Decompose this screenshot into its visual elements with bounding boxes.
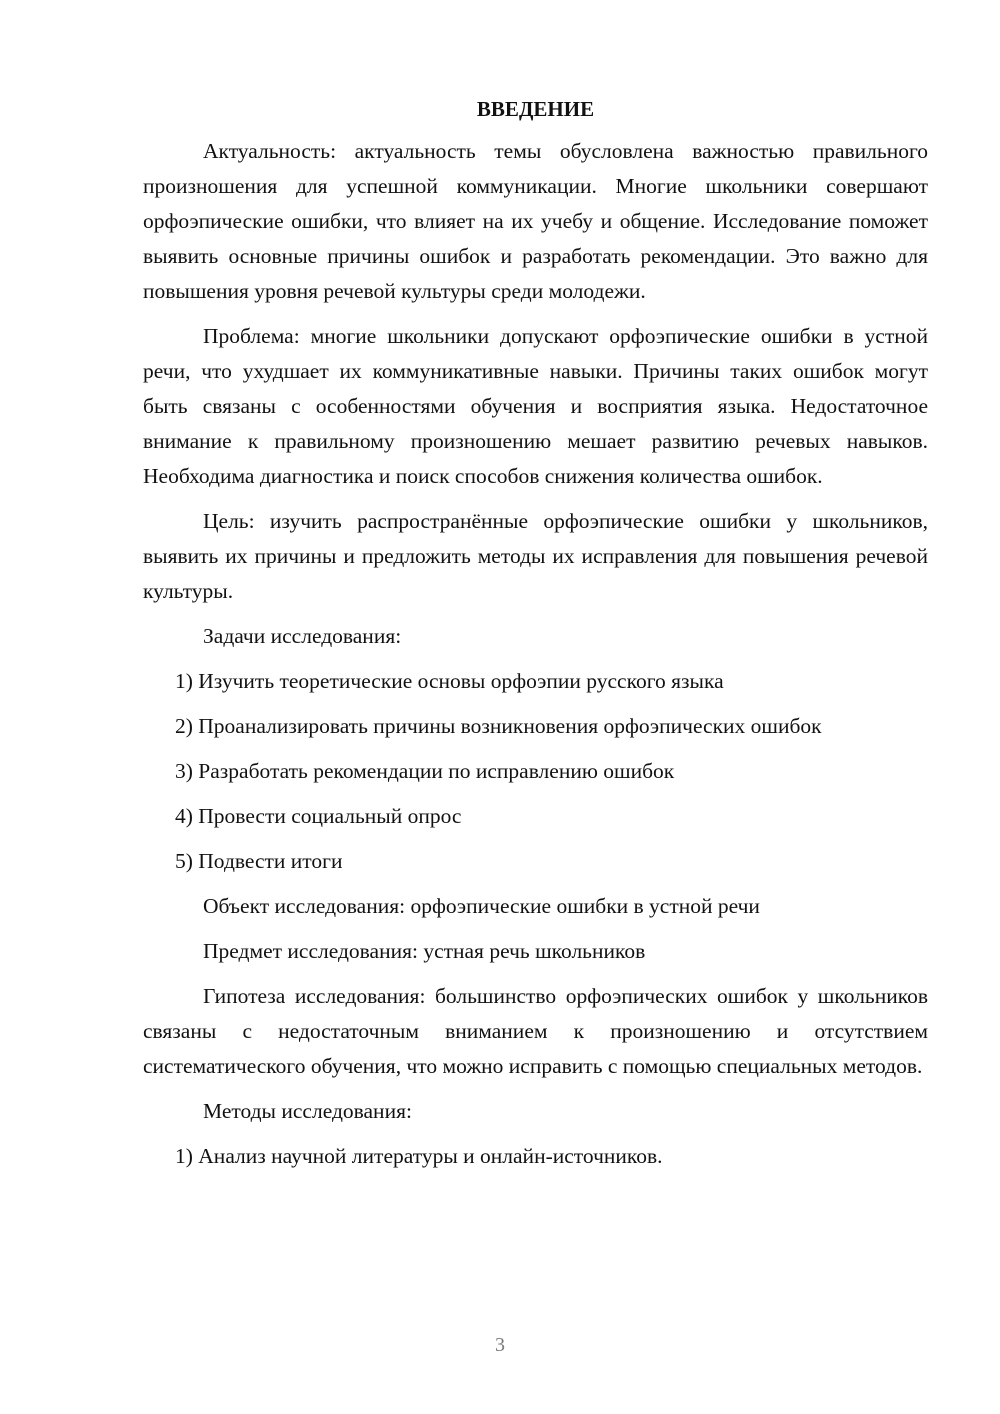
research-subject: Предмет исследования: устная речь школьников bbox=[203, 939, 646, 963]
research-object: Объект исследования: орфоэпические ошибки в устной речи bbox=[203, 894, 760, 918]
method-item-1: 1) Анализ научной литературы и онлайн-источников. bbox=[175, 1144, 663, 1168]
task-item-1: 1) Изучить теоретические основы орфоэпии русского языка bbox=[175, 669, 724, 693]
task-item-5: 5) Подвести итоги bbox=[175, 849, 343, 873]
hypothesis-paragraph: Гипотеза исследования: большинство орфоэпических ошибок у школьников связаны с недостаточным вниманием к произношению и отсутствием систематического обучения, что можно исправить с помощью специальных методов. bbox=[143, 984, 928, 1078]
task-item-2: 2) Проанализировать причины возникновения орфоэпических ошибок bbox=[175, 714, 822, 738]
tasks-heading: Задачи исследования: bbox=[203, 624, 402, 648]
page-number: 3 bbox=[495, 1334, 505, 1356]
methods-heading: Методы исследования: bbox=[203, 1099, 412, 1123]
page-title: ВВЕДЕНИЕ bbox=[476, 97, 595, 121]
goal-paragraph: Цель: изучить распространённые орфоэпические ошибки у школьников, выявить их причины и предложить методы их исправления для повышения речевой культуры. bbox=[143, 509, 928, 603]
relevance-paragraph: Актуальность: актуальность темы обусловлена важностью правильного произношения для успешной коммуникации. Многие школьники совершают орфоэпические ошибки, что влияет на их учебу и общение. Исследование поможет выявить основные причины ошибок и разработать рекомендации. Это важно для повышения уровня речевой культуры среди молодежи. bbox=[143, 139, 928, 303]
task-item-4: 4) Провести социальный опрос bbox=[175, 804, 462, 828]
task-item-3: 3) Разработать рекомендации по исправлению ошибок bbox=[175, 759, 675, 783]
document-page bbox=[143, 96, 928, 1184]
problem-paragraph: Проблема: многие школьники допускают орфоэпические ошибки в устной речи, что ухудшает их коммуникативные навыки. Причины таких ошибок могут быть связаны с особенностями обучения и восприятия языка. Недостаточное внимание к правильному произношению мешает развитию речевых навыков. Необходима диагностика и поиск способов снижения количества ошибок. bbox=[143, 324, 928, 488]
